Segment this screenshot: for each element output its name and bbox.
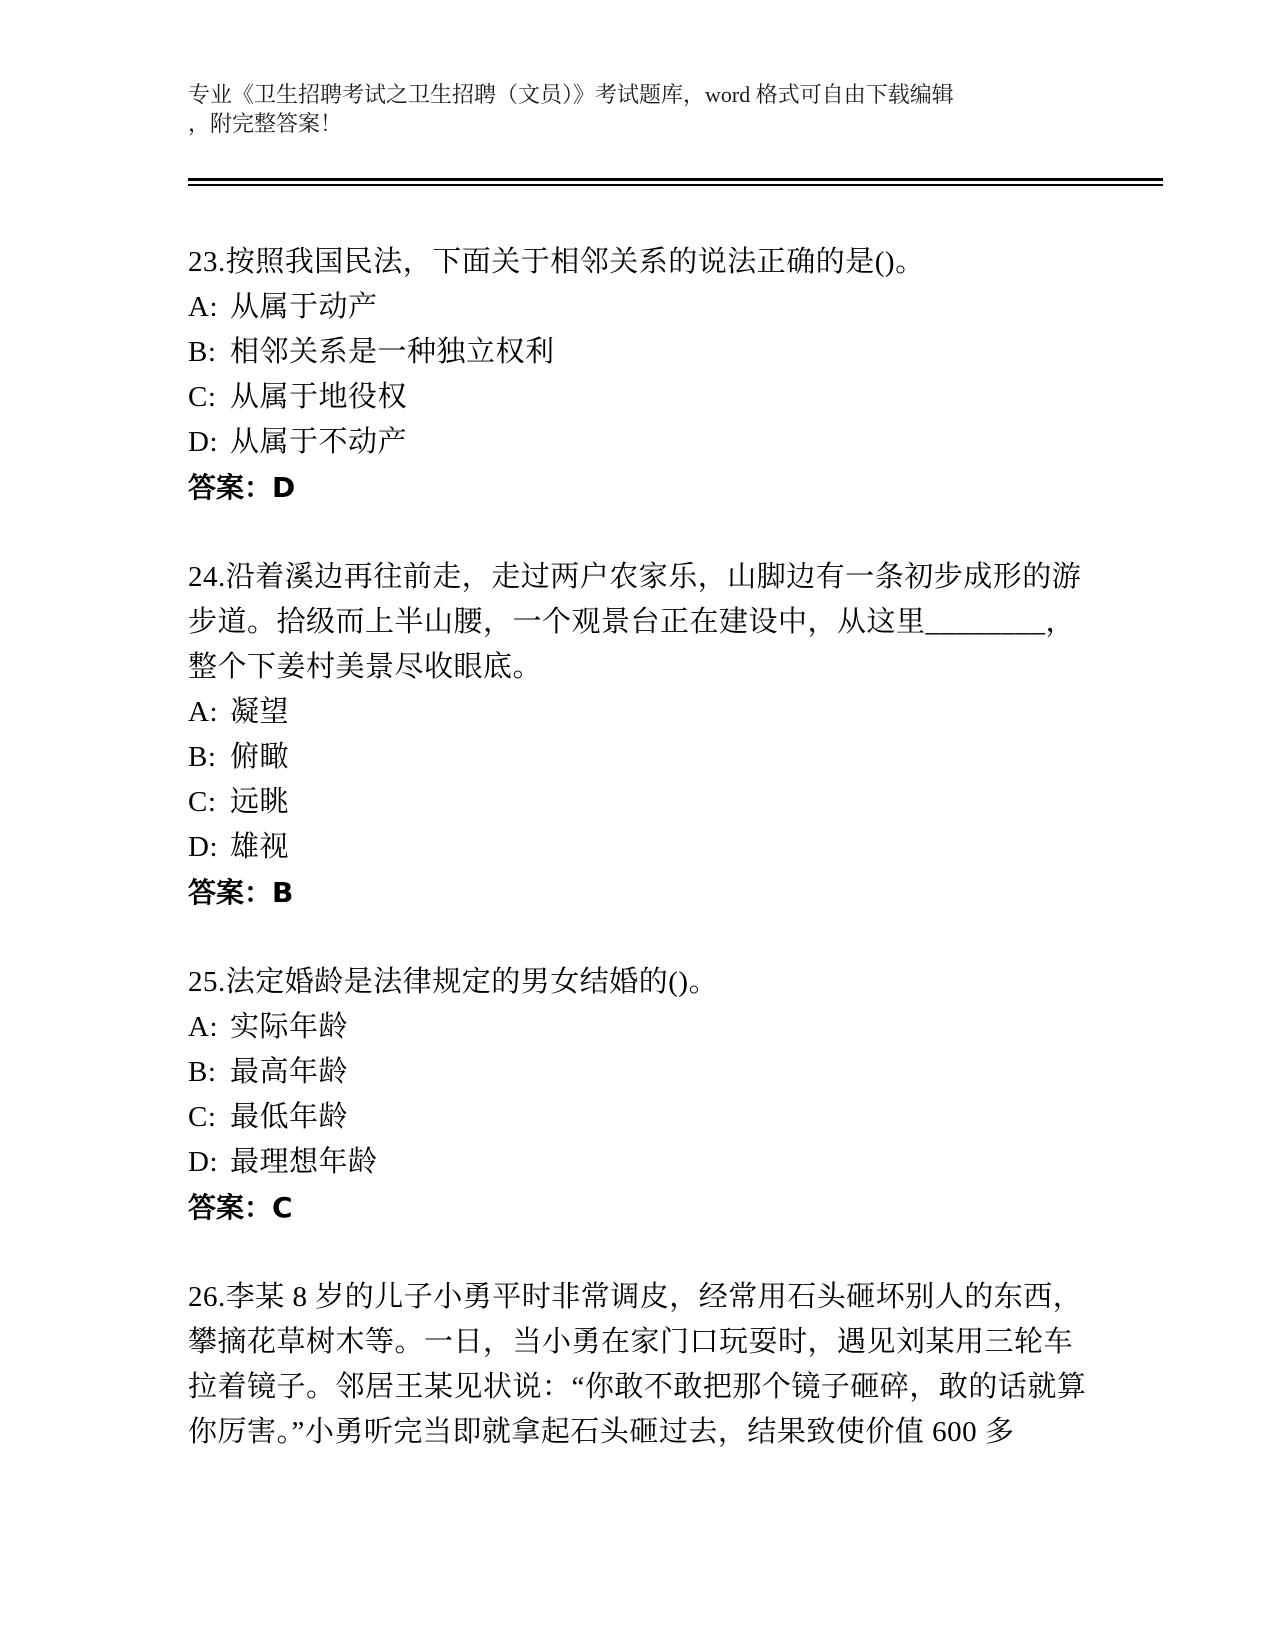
question-23-option-c [188,375,1093,420]
question-24-option-d [188,825,1093,870]
option-letter: C: [188,381,217,413]
question-24-option-b [188,735,1093,780]
question-24 [188,555,1093,915]
option-letter: A: [188,696,218,728]
question-25-option-b [188,1050,1093,1095]
answer-value: D [272,471,296,504]
option-text: 实际年龄 [230,1011,349,1043]
option-text: 凝望 [230,696,290,728]
option-letter: B: [188,1056,217,1088]
question-24-option-c [188,780,1093,825]
header-line-1: 专业《卫生招聘考试之卫生招聘（文员）》考试题库，word 格式可自由下载编辑 [188,82,954,107]
question-24-answer [188,870,1093,915]
option-text: 相邻关系是一种独立权利 [230,336,555,368]
option-text: 最低年龄 [230,1101,349,1133]
option-letter: B: [188,741,217,773]
option-letter: B: [188,336,217,368]
question-25-option-a [188,1005,1093,1050]
option-text: 雄视 [230,831,290,863]
question-26 [188,1275,1093,1455]
question-list [188,240,1093,1455]
question-23-option-b [188,330,1093,375]
answer-value: C [272,1191,293,1224]
option-letter: D: [188,1146,218,1178]
question-25-option-c [188,1095,1093,1140]
option-text: 俯瞰 [230,741,290,773]
answer-value: B [272,876,294,909]
question-25 [188,960,1093,1230]
header-divider [188,178,1163,186]
option-text: 从属于地役权 [230,381,408,413]
question-23-text: 23.按照我国民法，下面关于相邻关系的说法正确的是()。 [188,246,925,278]
question-25-text: 25.法定婚龄是法律规定的男女结婚的()。 [188,966,719,998]
question-23-answer [188,465,1093,510]
answer-label: 答案： [188,1191,273,1224]
page-header [188,80,1093,138]
option-text: 从属于动产 [230,291,378,323]
question-23 [188,240,1093,510]
question-23-option-a [188,285,1093,330]
option-text: 从属于不动产 [230,426,408,458]
question-23-option-d [188,420,1093,465]
option-text: 远眺 [230,786,290,818]
option-letter: C: [188,1101,217,1133]
question-26-text: 26.李某 8 岁的儿子小勇平时非常调皮，经常用石头砸坏别人的东西，攀摘花草树木等。一日，当小勇在家门口玩耍时，遇见刘某用三轮车拉着镜子。邻居王某见状说：“你敢不敢把那个镜子砸碎，敢的话就算你厉害。”小勇听完当即就拿起石头砸过去，结果致使价值 600 多 [188,1281,1087,1448]
question-25-answer [188,1185,1093,1230]
answer-label: 答案： [188,471,273,504]
answer-label: 答案： [188,876,273,909]
option-letter: A: [188,291,218,323]
option-letter: D: [188,426,218,458]
question-24-option-a [188,690,1093,735]
option-text: 最高年龄 [230,1056,349,1088]
option-text: 最理想年龄 [230,1146,378,1178]
question-25-option-d [188,1140,1093,1185]
question-24-text: 24.沿着溪边再往前走，走过两户农家乐，山脚边有一条初步成形的游步道。拾级而上半山腰，一个观景台正在建设中，从这里________，整个下姜村美景尽收眼底。 [188,561,1082,683]
header-line-2: ，附完整答案！ [188,111,343,136]
option-letter: A: [188,1011,218,1043]
option-letter: D: [188,831,218,863]
option-letter: C: [188,786,217,818]
